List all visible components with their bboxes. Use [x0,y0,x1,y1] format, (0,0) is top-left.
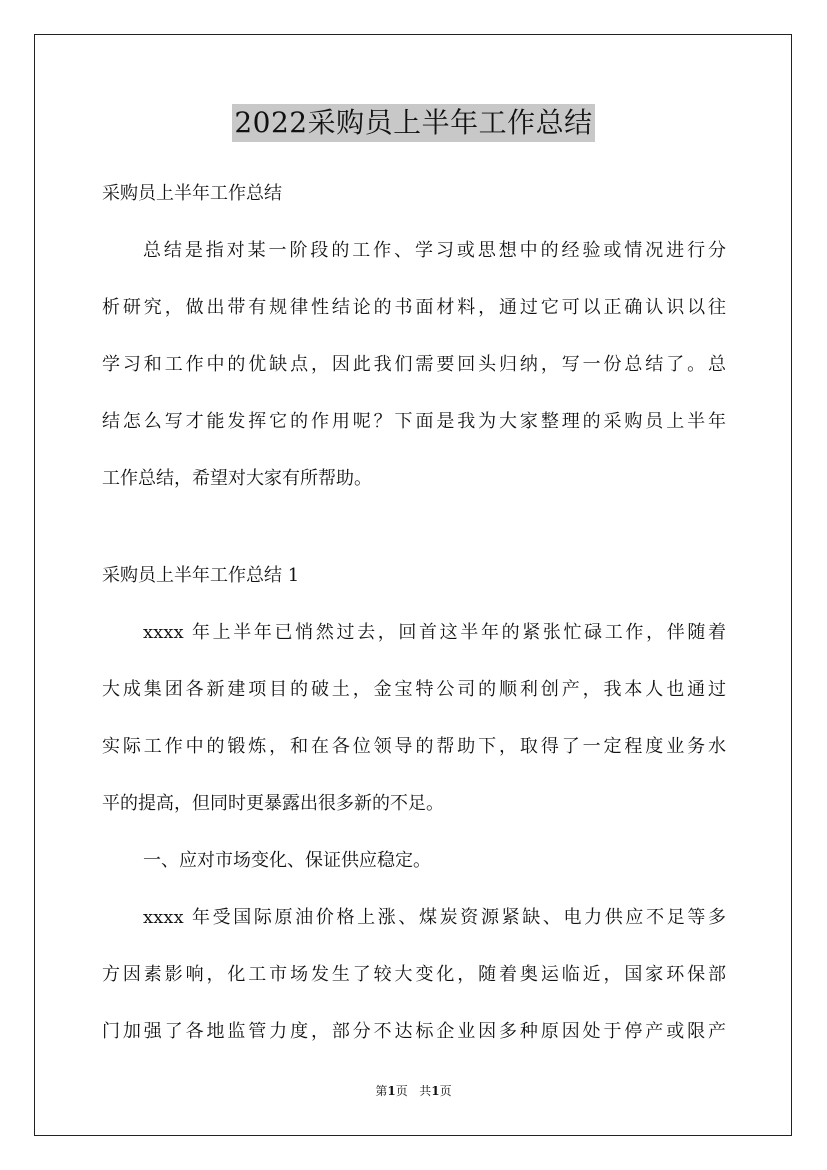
title-container [0,104,827,142]
intro-line: 析研究，做出带有规律性结论的书面材料，通过它可以正确认识以往 [102,297,726,318]
paragraph-line: 方因素影响，化工市场发生了较大变化，随着奥运临近，国家环保部 [102,964,726,985]
intro-line: 结怎么写才能发挥它的作用呢？下面是我为大家整理的采购员上半年 [102,411,726,432]
total-label-prefix: 共 [419,1084,432,1098]
point-heading: 一、应对市场变化、保证供应稳定。 [143,850,431,871]
intro-line: 学习和工作中的优缺点，因此我们需要回头归纳，写一份总结了。总 [102,354,726,375]
total-pages: 1 [431,1084,440,1098]
paragraph-line: 平的提高，但同时更暴露出很多新的不足。 [102,793,444,814]
subtitle: 采购员上半年工作总结 [102,183,282,204]
paragraph-line: 门加强了各地监管力度，部分不达标企业因多种原因处于停产或限产 [102,1021,726,1042]
page-number: 1 [387,1084,396,1098]
paragraph-line: 实际工作中的锻炼，和在各位领导的帮助下，取得了一定程度业务水 [102,736,726,757]
section-heading: 采购员上半年工作总结 1 [102,565,300,586]
page-label-unit: 页 [395,1084,408,1098]
paragraph-line: xxxx 年上半年已悄然过去，回首这半年的紧张忙碌工作，伴随着 [143,622,726,643]
intro-line: 工作总结，希望对大家有所帮助。 [102,468,372,489]
intro-line: 总结是指对某一阶段的工作、学习或思想中的经验或情况进行分 [143,240,726,261]
paragraph-line: 大成集团各新建项目的破土，金宝特公司的顺利创产，我本人也通过 [102,679,726,700]
page-footer [0,1083,827,1099]
paragraph-line: xxxx 年受国际原油价格上涨、煤炭资源紧缺、电力供应不足等多 [143,907,726,928]
total-label-unit: 页 [439,1084,452,1098]
document-title: 2022采购员上半年工作总结 [232,104,594,142]
document-body [102,174,726,1051]
page-label-prefix: 第 [375,1084,388,1098]
